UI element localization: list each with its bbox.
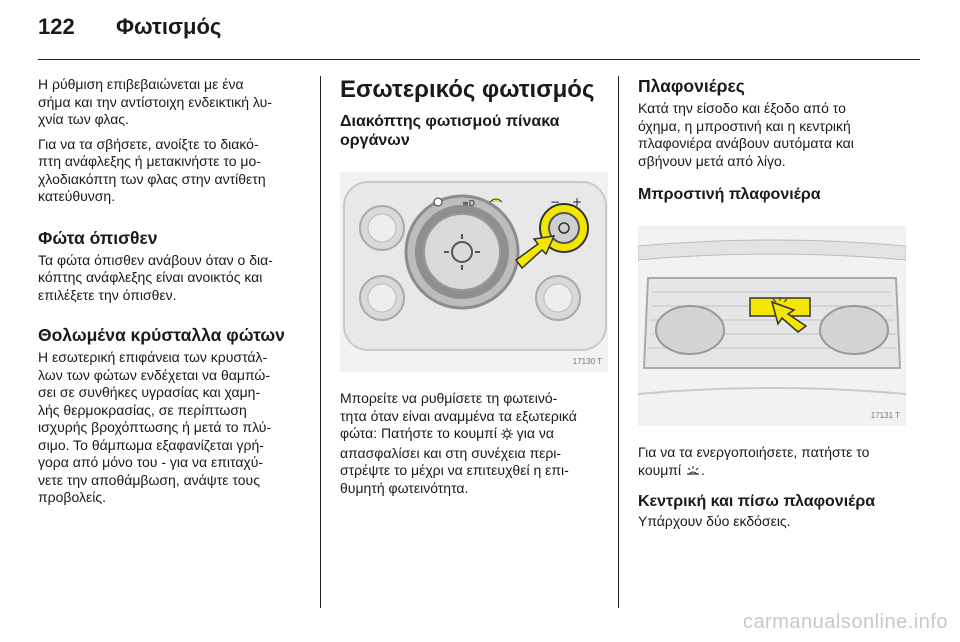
text-line: προβολείς. <box>38 489 106 505</box>
figure-code: 17131 T <box>870 411 900 420</box>
column-divider-1 <box>320 76 321 608</box>
text-line: . <box>701 461 705 478</box>
intro-paragraph <box>38 76 310 129</box>
courtesy-lights-heading: Πλαφονιέρες <box>638 76 745 96</box>
light-switch-figure <box>340 172 608 372</box>
fogged-lenses-paragraph <box>38 349 310 507</box>
text-line: Για να τα ενεργοποιήσετε, πατήστε το <box>638 444 870 460</box>
text-line: φώτα: Πατήστε το κουμπί <box>340 425 497 441</box>
text-line: Η ρύθμιση επιβεβαιώνεται με ένα <box>38 76 244 92</box>
header-rule <box>38 59 920 60</box>
text-line: πλαφονιέρα ανάβουν αυτόματα και <box>638 135 854 151</box>
text-line: τητα όταν είναι αναμμένα τα εξωτερικά <box>340 407 577 424</box>
column-divider-2 <box>618 76 619 608</box>
light-switch-illustration <box>340 172 608 372</box>
watermark: carmanualsonline.info <box>742 611 948 633</box>
off-paragraph <box>38 136 310 206</box>
column-2 <box>340 76 608 497</box>
text-line: σιμο. Το θάμπωμα εξαφανίζεται γρή- <box>38 436 264 453</box>
text-line: επιλέξετε την όπισθεν. <box>38 286 177 303</box>
brightness-dial-icon <box>501 427 513 445</box>
fogged-lenses-heading: Θολωμένα κρύσταλλα φώτων <box>38 325 285 345</box>
text-line: κατεύθυνση. <box>38 188 116 204</box>
rear-courtesy-light-heading: Κεντρική και πίσω πλαφονιέρα <box>638 493 876 510</box>
column-3 <box>638 76 910 531</box>
front-courtesy-light-heading: Μπροστινή πλαφονιέρα <box>638 186 821 203</box>
reverse-lights-paragraph <box>38 252 310 305</box>
courtesy-lights-paragraph <box>638 100 910 170</box>
dimmer-paragraph <box>340 390 608 497</box>
roof-light-figure <box>638 226 906 426</box>
text-line: σβήνουν μετά από λίγο. <box>638 152 786 169</box>
text-line: χλοδιακόπτη των φλας στην αντίθετη <box>38 170 266 187</box>
instrument-panel-switch-heading <box>340 112 608 150</box>
svg-text:−: − <box>550 195 561 209</box>
activate-paragraph <box>638 444 910 481</box>
text-line: νετε την αποθάμβωση, ανάψτε τους <box>38 471 260 488</box>
interior-lighting-heading: Εσωτερικός φωτισμός <box>340 76 595 103</box>
heading-line: Διακόπτης φωτισμού πίνακα <box>340 113 560 130</box>
text-line: στρέψτε το μέχρι να επιτευχθεί η επι- <box>340 462 569 478</box>
text-line: Η εσωτερική επιφάνεια των κρυστάλ- <box>38 349 268 365</box>
text-line: χνία των φλας. <box>38 111 129 127</box>
reverse-lights-heading: Φώτα όπισθεν <box>38 227 158 248</box>
text-line: απασφαλίσει και στη συνέχεια περι- <box>340 444 562 461</box>
text-line: κόπτης ανάφλεξης είναι ανοικτός και <box>38 269 263 285</box>
text-line: θυμητή φωτεινότητα. <box>340 479 469 496</box>
text-line: γορα από μόνο του - για να επιταχύ- <box>38 454 264 470</box>
svg-text:≡D: ≡D <box>462 199 475 208</box>
text-line: Μπορείτε να ρυθμίσετε τη φωτεινό- <box>340 390 558 406</box>
roof-light-icon <box>685 464 701 482</box>
text-line: σει σε συνθήκες υγρασίας και χαμη- <box>38 384 261 400</box>
text-line: κουμπί <box>638 461 682 478</box>
text-line: λής θερμοκρασίας, σε περίπτωση <box>38 401 247 418</box>
page-title: Φωτισμός <box>116 14 222 39</box>
heading-line: οργάνων <box>340 132 410 149</box>
text-line: σήμα και την αντίστοιχη ενδεικτική λυ- <box>38 93 272 110</box>
text-line: όχημα, η μπροστινή και η κεντρική <box>638 117 851 134</box>
text-line: Τα φώτα όπισθεν ανάβουν όταν ο δια- <box>38 251 273 268</box>
rear-courtesy-light-text: Υπάρχουν δύο εκδόσεις. <box>638 513 791 529</box>
column-1 <box>38 76 310 507</box>
figure-code: 17130 T <box>572 357 602 366</box>
text-line: ισχυρής βροχόπτωσης ή μετά το πλύ- <box>38 419 272 435</box>
text-line: πτη ανάφλεξης ή μετακινήστε το μο- <box>38 153 261 169</box>
svg-text:+: + <box>572 195 583 209</box>
roof-light-illustration <box>638 226 906 426</box>
text-line: για να <box>516 425 554 441</box>
text-line: Για να τα σβήσετε, ανοίξτε το διακό- <box>38 135 259 152</box>
text-line: Κατά την είσοδο και έξοδο από το <box>638 100 846 116</box>
page-number: 122 <box>38 14 75 39</box>
text-line: λων των φώτων ενδέχεται να θαμπώ- <box>38 366 270 383</box>
